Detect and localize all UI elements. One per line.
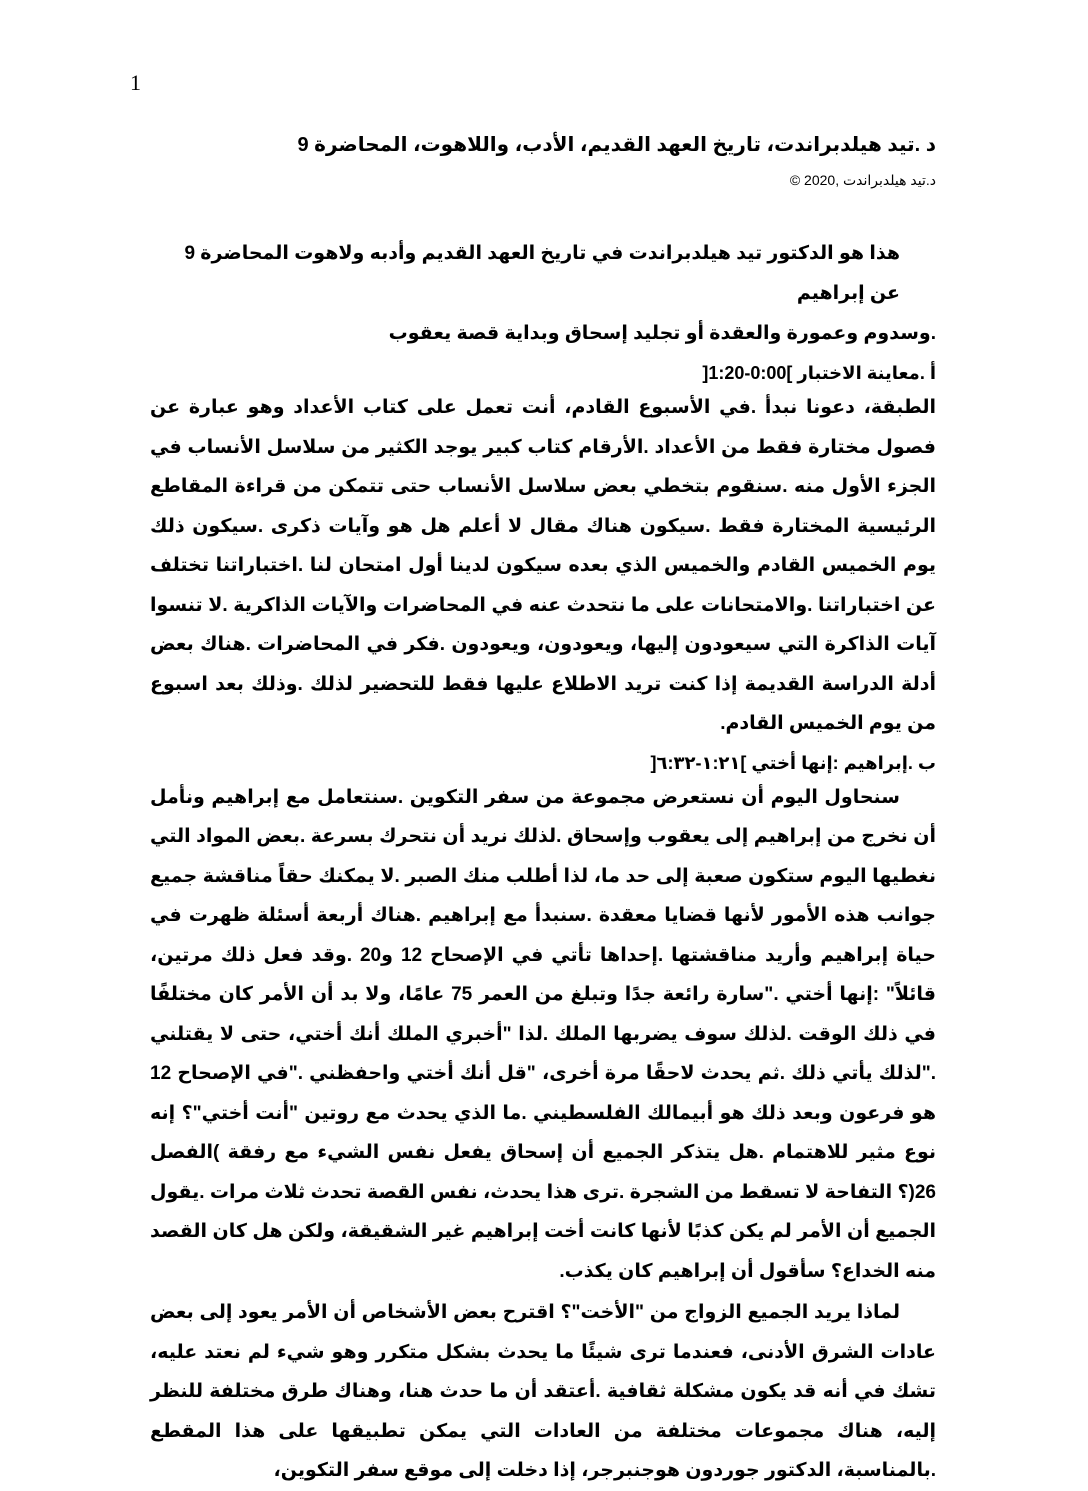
section-b-paragraph-1: سنحاول اليوم أن نستعرض مجموعة من سفر التكوين .سنتعامل مع إبراهيم ونأمل أن نخرج من إبراهيم إلى يعقوب وإسحاق .لذلك نريد أن نتحرك بسرعة .بعض المواد التي نغطيها اليوم ستكون صعبة إلى حد ما، لذا أطلب منك الصبر .لا يمكنك حقاً مناقشة جميع جوانب هذه الأمور لأنها قضايا معقدة .سنبدأ مع إبراهيم .هناك أربعة أسئلة ظهرت في حياة إبراهيم وأريد مناقشتها .إحداها تأتي في الإصحاح 12 و20 .وقد فعل ذلك مرتين، قائلاً" :إنها أختي ."سارة رائعة جدًا وتبلغ من العمر 75 عامًا، ولا بد أن الأمر كان مختلفًا في ذلك الوقت .لذلك سوف يضربها الملك .لذا "أخبري الملك أنك أختي، حتى لا يقتلني ."لذلك يأتي ذلك .ثم يحدث لاحقًا مرة أخرى، "قل أنك أختي واحفظني ."في الإصحاح 12 هو فرعون وبعد ذلك هو أبيمالك الفلسطيني .ما الذي يحدث مع روتين "أنت أختي"؟ إنه نوع مثير للاهتمام .هل يتذكر الجميع أن إسحاق يفعل نفس الشيء مع رفقة )الفصل 26(؟ التفاحة لا تسقط من الشجرة .ترى هذا يحدث، نفس القصة تحدث ثلاث مرات .يقول الجميع أن الأمر لم يكن كذبًا لأنها كانت أخت إبراهيم غير الشقيقة، ولكن هل كان القصد منه الخداع؟ سأقول أن إبراهيم كان يكذب. <box>150 786 936 1282</box>
copyright-line: د.تيد هيلدبراندت ,2020 © <box>789 172 936 188</box>
section-heading-b: ب .إبراهيم :إنها أختي ]١:٢١-٦:٣٢[ <box>650 752 936 773</box>
document-title: د .تيد هيلدبراندت، تاريخ العهد القديم، الأدب، واللاهوت، المحاضرة 9 <box>297 134 936 156</box>
page-number: 1 <box>130 70 141 95</box>
document-body <box>150 120 936 1491</box>
section-a-paragraph-1: الطبقة، دعونا نبدأ .في الأسبوع القادم، أنت تعمل على كتاب الأعداد وهو عبارة عن فصول مختارة فقط من الأعداد .الأرقام كتاب كبير يوجد الكثير من سلاسل الأنساب في الجزء الأول منه .سنقوم بتخطي بعض سلاسل الأنساب حتى تتمكن من قراءة المقاطع الرئيسية المختارة فقط .سيكون هناك مقال لا أعلم هل هو وآيات ذكرى .سيكون ذلك يوم الخميس القادم والخميس الذي بعده سيكون لدينا أول امتحان لنا .اختباراتنا تختلف عن اختباراتنا .والامتحانات على ما نتحدث عنه في المحاضرات والآيات الذاكرية .لا تنسوا آيات الذاكرة التي سيعودون إليها، ويعودون، ويعودون .فكر في المحاضرات .هناك بعض أدلة الدراسة القديمة إذا كنت تريد الاطلاع عليها فقط للتحضير لذلك .وذلك بعد اسبوع من يوم الخميس القادم. <box>150 397 936 734</box>
section-heading-a: أ .معاينة الاختبار ]0:00-1:20[ <box>702 363 936 383</box>
intro-line-1: هذا هو الدكتور تيد هيلدبراندت في تاريخ العهد القديم وأدبه ولاهوت المحاضرة 9 عن إبراهيم <box>184 243 900 304</box>
intro-line-2: .وسدوم وعمورة والعقدة أو تجليد إسحاق وبداية قصة يعقوب <box>388 323 936 344</box>
section-b-paragraph-2: لماذا يريد الجميع الزواج من "الأخت"؟ اقترح بعض الأشخاص أن الأمر يعود إلى بعض عادات الشرق الأدنى، فعندما ترى شيئًا ما يحدث بشكل متكرر وهو شيء لم نعتد عليه، تشك في أنه قد يكون مشكلة ثقافية .أعتقد أن ما حدث هنا، وهناك طرق مختلفة للنظر إليه، هناك مجموعات مختلفة من العادات التي يمكن تطبيقها على هذا المقطع .بالمناسبة، الدكتور جوردون هوجنبرجر، إذا دخلت إلى موقع سفر التكوين، <box>150 1302 936 1481</box>
intro-paragraph <box>150 234 936 354</box>
